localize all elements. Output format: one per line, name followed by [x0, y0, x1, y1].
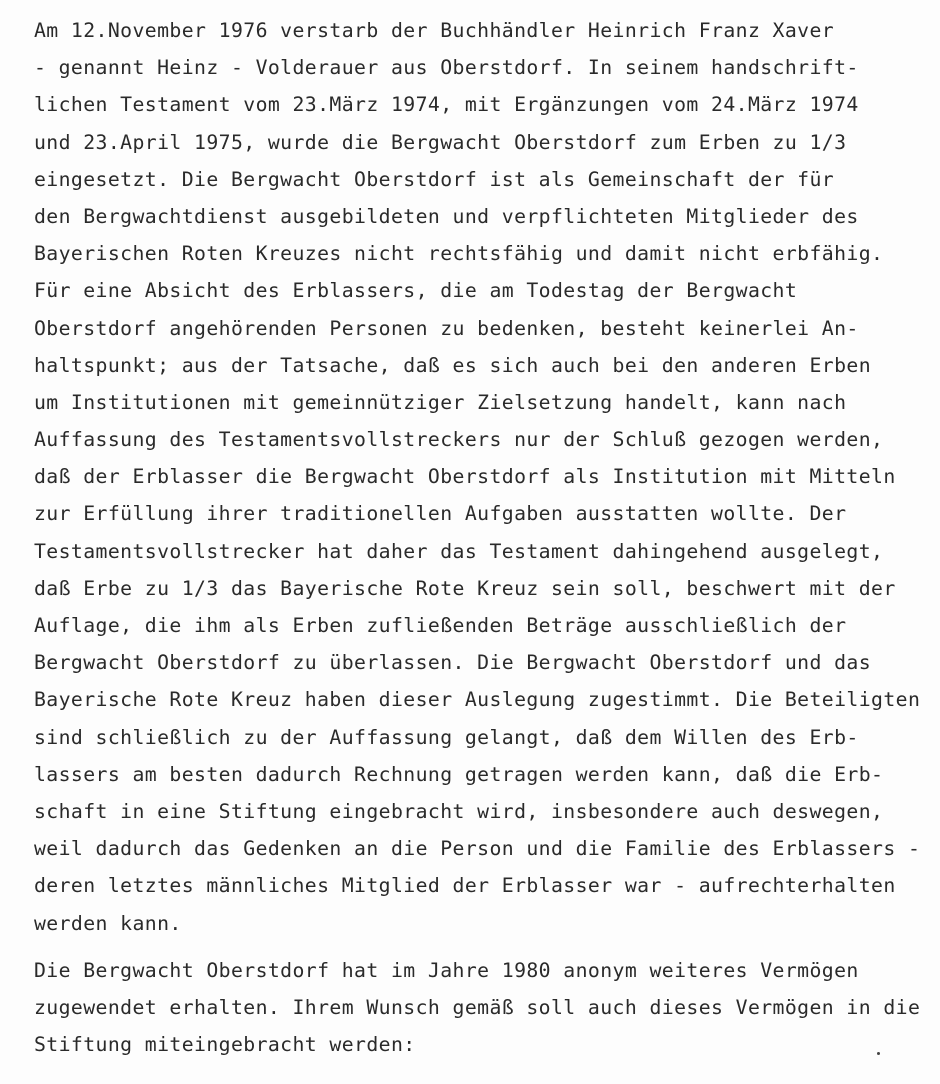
text-line: und 23.April 1975, wurde die Bergwacht Oberstdorf zum Erben zu 1/3	[34, 130, 847, 154]
text-line: daß Erbe zu 1/3 das Bayerische Rote Kreuz sein soll, beschwert mit der	[34, 576, 896, 600]
text-line: Testamentsvollstrecker hat daher das Testament dahingehend ausgelegt,	[34, 539, 884, 563]
text-line: - genannt Heinz - Volderauer aus Oberstdorf. In seinem handschrift-	[34, 56, 859, 80]
text-line: deren letztes männliches Mitglied der Erblasser war - aufrechterhalten	[34, 874, 896, 898]
paragraph-additional-assets	[34, 952, 934, 1064]
text-line: Bergwacht Oberstdorf zu überlassen. Die Bergwacht Oberstdorf und das	[34, 651, 872, 675]
text-line: werden kann.	[34, 911, 182, 935]
text-line: Auffassung des Testamentsvollstreckers nur der Schluß gezogen werden,	[34, 428, 884, 452]
scan-speck	[877, 1052, 880, 1055]
text-line: Die Bergwacht Oberstdorf hat im Jahre 1980 anonym weiteres Vermögen	[34, 959, 859, 982]
text-line: Oberstdorf angehörenden Personen zu bedenken, besteht keinerlei An-	[34, 316, 859, 340]
text-line: daß der Erblasser die Bergwacht Oberstdorf als Institution mit Mitteln	[34, 465, 896, 489]
text-line: weil dadurch das Gedenken an die Person und die Familie des Erblassers -	[34, 837, 921, 861]
text-line: eingesetzt. Die Bergwacht Oberstdorf ist als Gemeinschaft der für	[34, 167, 835, 191]
paragraph-inheritance	[34, 12, 934, 942]
text-line: Am 12.November 1976 verstarb der Buchhändler Heinrich Franz Xaver	[34, 19, 835, 42]
text-line: um Institutionen mit gemeinnütziger Zielsetzung handelt, kann nach	[34, 390, 847, 414]
text-line: Stiftung miteingebracht werden:	[34, 1033, 416, 1057]
text-line: den Bergwachtdienst ausgebildeten und verpflichteten Mitglieder des	[34, 204, 859, 228]
text-line: zugewendet erhalten. Ihrem Wunsch gemäß soll auch dieses Vermögen in die	[34, 996, 921, 1020]
text-line: zur Erfüllung ihrer traditionellen Aufgaben ausstatten wollte. Der	[34, 502, 847, 526]
text-line: Für eine Absicht des Erblassers, die am Todestag der Bergwacht	[34, 279, 798, 303]
text-line: lichen Testament vom 23.März 1974, mit Ergänzungen vom 24.März 1974	[34, 93, 859, 117]
text-line: schaft in eine Stiftung eingebracht wird, insbesondere auch deswegen,	[34, 799, 884, 823]
text-line: lassers am besten dadurch Rechnung getragen werden kann, daß die Erb-	[34, 762, 884, 786]
text-line: Bayerischen Roten Kreuzes nicht rechtsfähig und damit nicht erbfähig.	[34, 242, 884, 266]
text-line: haltspunkt; aus der Tatsache, daß es sich auch bei den anderen Erben	[34, 353, 872, 377]
text-line: sind schließlich zu der Auffassung gelangt, daß dem Willen des Erb-	[34, 725, 859, 749]
text-line: Auflage, die ihm als Erben zufließenden Beträge ausschließlich der	[34, 614, 847, 637]
text-line: Bayerische Rote Kreuz haben dieser Auslegung zugestimmt. Die Beteiligten	[34, 688, 921, 712]
